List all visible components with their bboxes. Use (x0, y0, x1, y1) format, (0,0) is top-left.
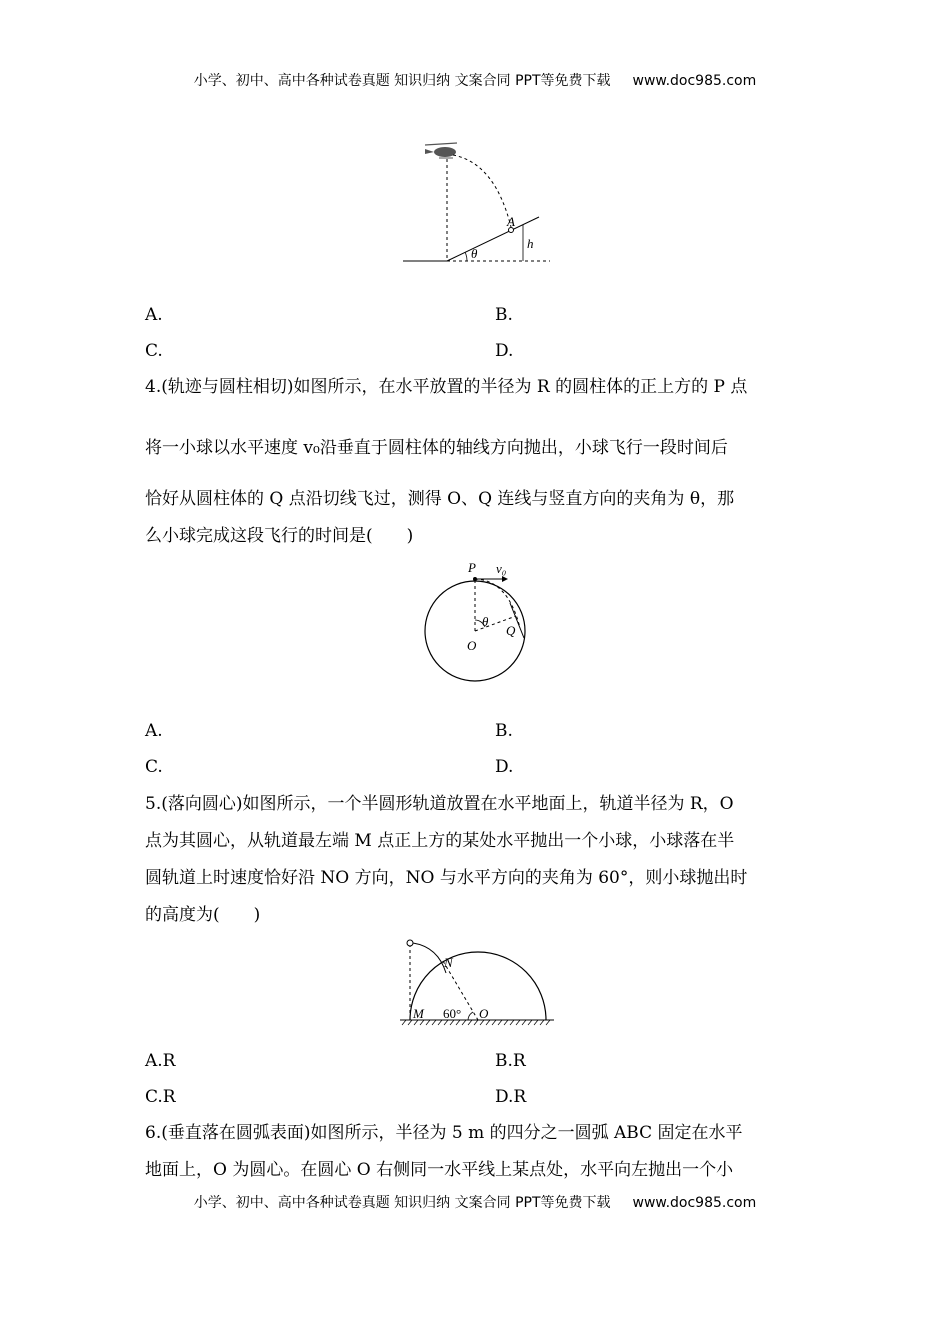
q5-option-a[interactable]: A.R (145, 1051, 176, 1071)
q4-line-4: 么小球完成这段飞行的时间是( ) (145, 526, 414, 546)
label-o: O (467, 638, 477, 653)
ground-hatch (402, 1020, 550, 1025)
label-h: h (527, 236, 534, 251)
label-m: M (413, 1006, 424, 1021)
angle-arc (465, 252, 467, 261)
label-a: A (507, 214, 515, 229)
q5-line-3: 圆轨道上时速度恰好沿 NO 方向，NO 与水平方向的夹角为 60°，则小球抛出时 (145, 868, 748, 888)
q4-line-3: 恰好从圆柱体的 Q 点沿切线飞过，测得 O、Q 连线与竖直方向的夹角为 θ，那 (145, 489, 735, 509)
q5-option-d[interactable]: D.R (495, 1087, 527, 1107)
trajectory (453, 155, 511, 227)
label-angle: 60° (443, 1006, 462, 1021)
point-p (473, 577, 477, 581)
label-v0: v₀ (496, 561, 507, 576)
label-p: P (468, 560, 476, 575)
helicopter-icon (425, 143, 457, 158)
q4-option-c[interactable]: C. (145, 757, 163, 777)
q4-option-d[interactable]: D. (495, 757, 514, 777)
incline (447, 217, 539, 261)
page-footer (0, 1192, 950, 1212)
q3-option-b[interactable]: B. (495, 305, 513, 325)
q3-option-c[interactable]: C. (145, 341, 163, 361)
q3-option-a[interactable]: A. (145, 305, 163, 325)
header-text: 小学、初中、高中各种试卷真题 知识归纳 文案合同 PPT等免费下载 (193, 73, 611, 89)
footer-text: 小学、初中、高中各种试卷真题 知识归纳 文案合同 PPT等免费下载 (193, 1195, 611, 1211)
angle-arc (468, 1012, 473, 1020)
ball-trajectory (413, 943, 446, 973)
q5-line-4: 的高度为( ) (145, 905, 261, 925)
header-url[interactable]: www.doc985.com (632, 73, 757, 89)
q3-option-d[interactable]: D. (495, 341, 514, 361)
q4-option-a[interactable]: A. (145, 721, 163, 741)
q5-line-1: 5.(落向圆心)如图所示，一个半圆形轨道放置在水平地面上，轨道半径为 R，O (145, 794, 734, 814)
q4-line-1: 4.(轨迹与圆柱相切)如图所示，在水平放置的半径为 R 的圆柱体的正上方的 P 点 (145, 377, 748, 397)
q6-line-1: 6.(垂直落在圆弧表面)如图所示，半径为 5 m 的四分之一圆弧 ABC 固定在水平 (145, 1123, 743, 1143)
q6-line-2: 地面上，O 为圆心。在圆心 O 右侧同一水平线上某点处，水平向左抛出一个小 (145, 1160, 734, 1180)
q5-line-2: 点为其圆心，从轨道最左端 M 点正上方的某处水平抛出一个小球，小球落在半 (145, 831, 735, 851)
q5-option-b[interactable]: B.R (495, 1051, 526, 1071)
page-header (0, 70, 950, 90)
q5-option-c[interactable]: C.R (145, 1087, 176, 1107)
ball (407, 940, 413, 946)
footer-url[interactable]: www.doc985.com (632, 1195, 757, 1211)
figure-helicopter-incline (395, 135, 565, 275)
q4-option-b[interactable]: B. (495, 721, 513, 741)
label-theta: θ (471, 246, 478, 261)
q4-line-2: 将一小球以水平速度 v₀沿垂直于圆柱体的轴线方向抛出，小球飞行一段时间后 (145, 438, 728, 458)
figure-cylinder (420, 558, 540, 693)
semicircle-track (410, 952, 546, 1020)
label-n: N (444, 955, 453, 970)
label-theta: θ (482, 614, 489, 629)
figure-semicircle-track (398, 935, 558, 1030)
label-q: Q (506, 623, 516, 638)
label-o: O (479, 1006, 489, 1021)
